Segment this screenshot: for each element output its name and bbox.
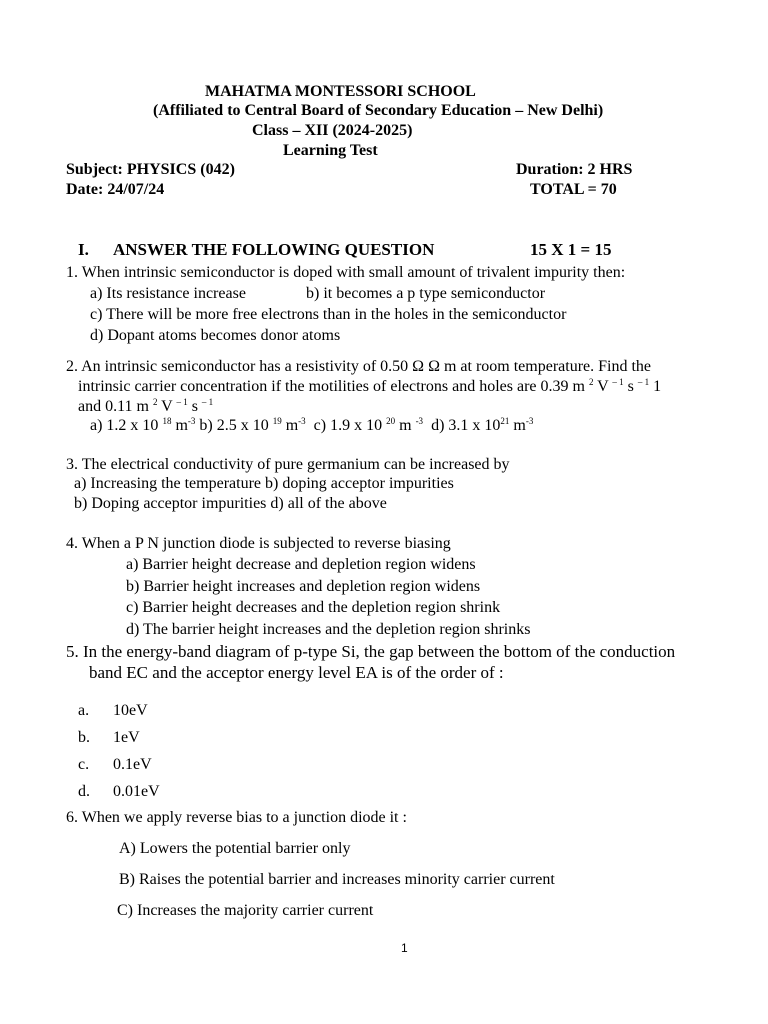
q5-line2: band EC and the acceptor energy level EA is of the order of :: [89, 663, 504, 682]
q3-options-line1: a) Increasing the temperature b) doping acceptor impurities: [74, 475, 454, 492]
page-number: 1: [401, 941, 408, 955]
q2-line2: intrinsic carrier concentration if the motilities of electrons and holes are 0.39 m $^2$ V $^{- 1}$ s $^{- 1}$ 1: [78, 377, 662, 395]
section-title: ANSWER THE FOLLOWING QUESTION: [113, 240, 435, 259]
q5-option-a-text: 10eV: [113, 702, 148, 719]
q5-option-b-text: 1eV: [113, 729, 140, 746]
q2-option-b: b) 2.5 x 10 $^{19}$ $m^{-3}$: [199, 416, 306, 434]
q4-stem: 4. When a P N junction diode is subjected to reverse biasing: [66, 535, 451, 552]
exam-date: Date: 24/07/24: [66, 181, 165, 198]
q6-option-b: B) Raises the potential barrier and increases minority carrier current: [119, 871, 555, 888]
q5-option-d-text: 0.01eV: [113, 783, 160, 800]
q5-option-c: c.: [78, 756, 90, 773]
q1-option-a: a) Its resistance increase: [90, 285, 246, 302]
q5-option-b: b.: [78, 729, 90, 746]
test-title: Learning Test: [283, 142, 378, 159]
q4-option-b: b) Barrier height increases and depletion region widens: [126, 578, 481, 595]
q2-option-c: c) 1.9 x 10 $^{20}$ m $^{-3}$: [313, 416, 424, 434]
subject: Subject: PHYSICS (042): [66, 161, 235, 178]
section-number: I.: [78, 240, 89, 259]
q2-line1: 2. An intrinsic semiconductor has a resistivity of 0.50 Ω Ω m at room temperature. Find the: [66, 358, 652, 375]
class-line: Class – XII (2024-2025): [252, 122, 413, 139]
q1-stem: 1. When intrinsic semiconductor is doped with small amount of trivalent impurity then:: [66, 264, 626, 281]
q2-options: [90, 416, 533, 436]
q2-option-d: d) 3.1 x $10^{21}$ $m^{-3}$: [431, 416, 534, 434]
school-name: MAHATMA MONTESSORI SCHOOL: [205, 83, 476, 100]
q1-option-d: d) Dopant atoms becomes donor atoms: [90, 327, 341, 344]
q1-option-c: c) There will be more free electrons than in the holes in the semiconductor: [90, 306, 567, 323]
q4-option-c: c) Barrier height decreases and the depletion region shrink: [126, 599, 501, 616]
q2-option-a: a) 1.2 x 10 $^{18}$ $m^{-3}$: [90, 416, 196, 434]
q4-option-a: a) Barrier height decrease and depletion region widens: [126, 556, 476, 573]
q6-option-a: A) Lowers the potential barrier only: [119, 840, 351, 857]
affiliation: (Affiliated to Central Board of Secondary Education – New Delhi): [153, 102, 604, 119]
q5-option-c-text: 0.1eV: [113, 756, 152, 773]
q2-line3: and 0.11 m $^2$ V $^{- 1}$ s $^{- 1}$: [78, 397, 214, 415]
q3-options-line2: b) Doping acceptor impurities d) all of the above: [74, 495, 387, 512]
q6-option-c: C) Increases the majority carrier current: [117, 902, 374, 919]
section-marks: 15 X 1 = 15: [530, 240, 612, 259]
total-marks: TOTAL = 70: [530, 181, 617, 198]
q5-line1: 5. In the energy-band diagram of p-type Si, the gap between the bottom of the conduction: [66, 642, 676, 661]
q5-option-a: a.: [78, 702, 90, 719]
q4-option-d: d) The barrier height increases and the depletion region shrinks: [126, 621, 531, 638]
q1-option-b: b) it becomes a p type semiconductor: [306, 285, 546, 302]
q6-stem: 6. When we apply reverse bias to a junction diode it :: [66, 809, 407, 826]
q5-option-d: d.: [78, 783, 90, 800]
q3-stem: 3. The electrical conductivity of pure germanium can be increased by: [66, 456, 510, 473]
duration: Duration: 2 HRS: [516, 161, 633, 178]
